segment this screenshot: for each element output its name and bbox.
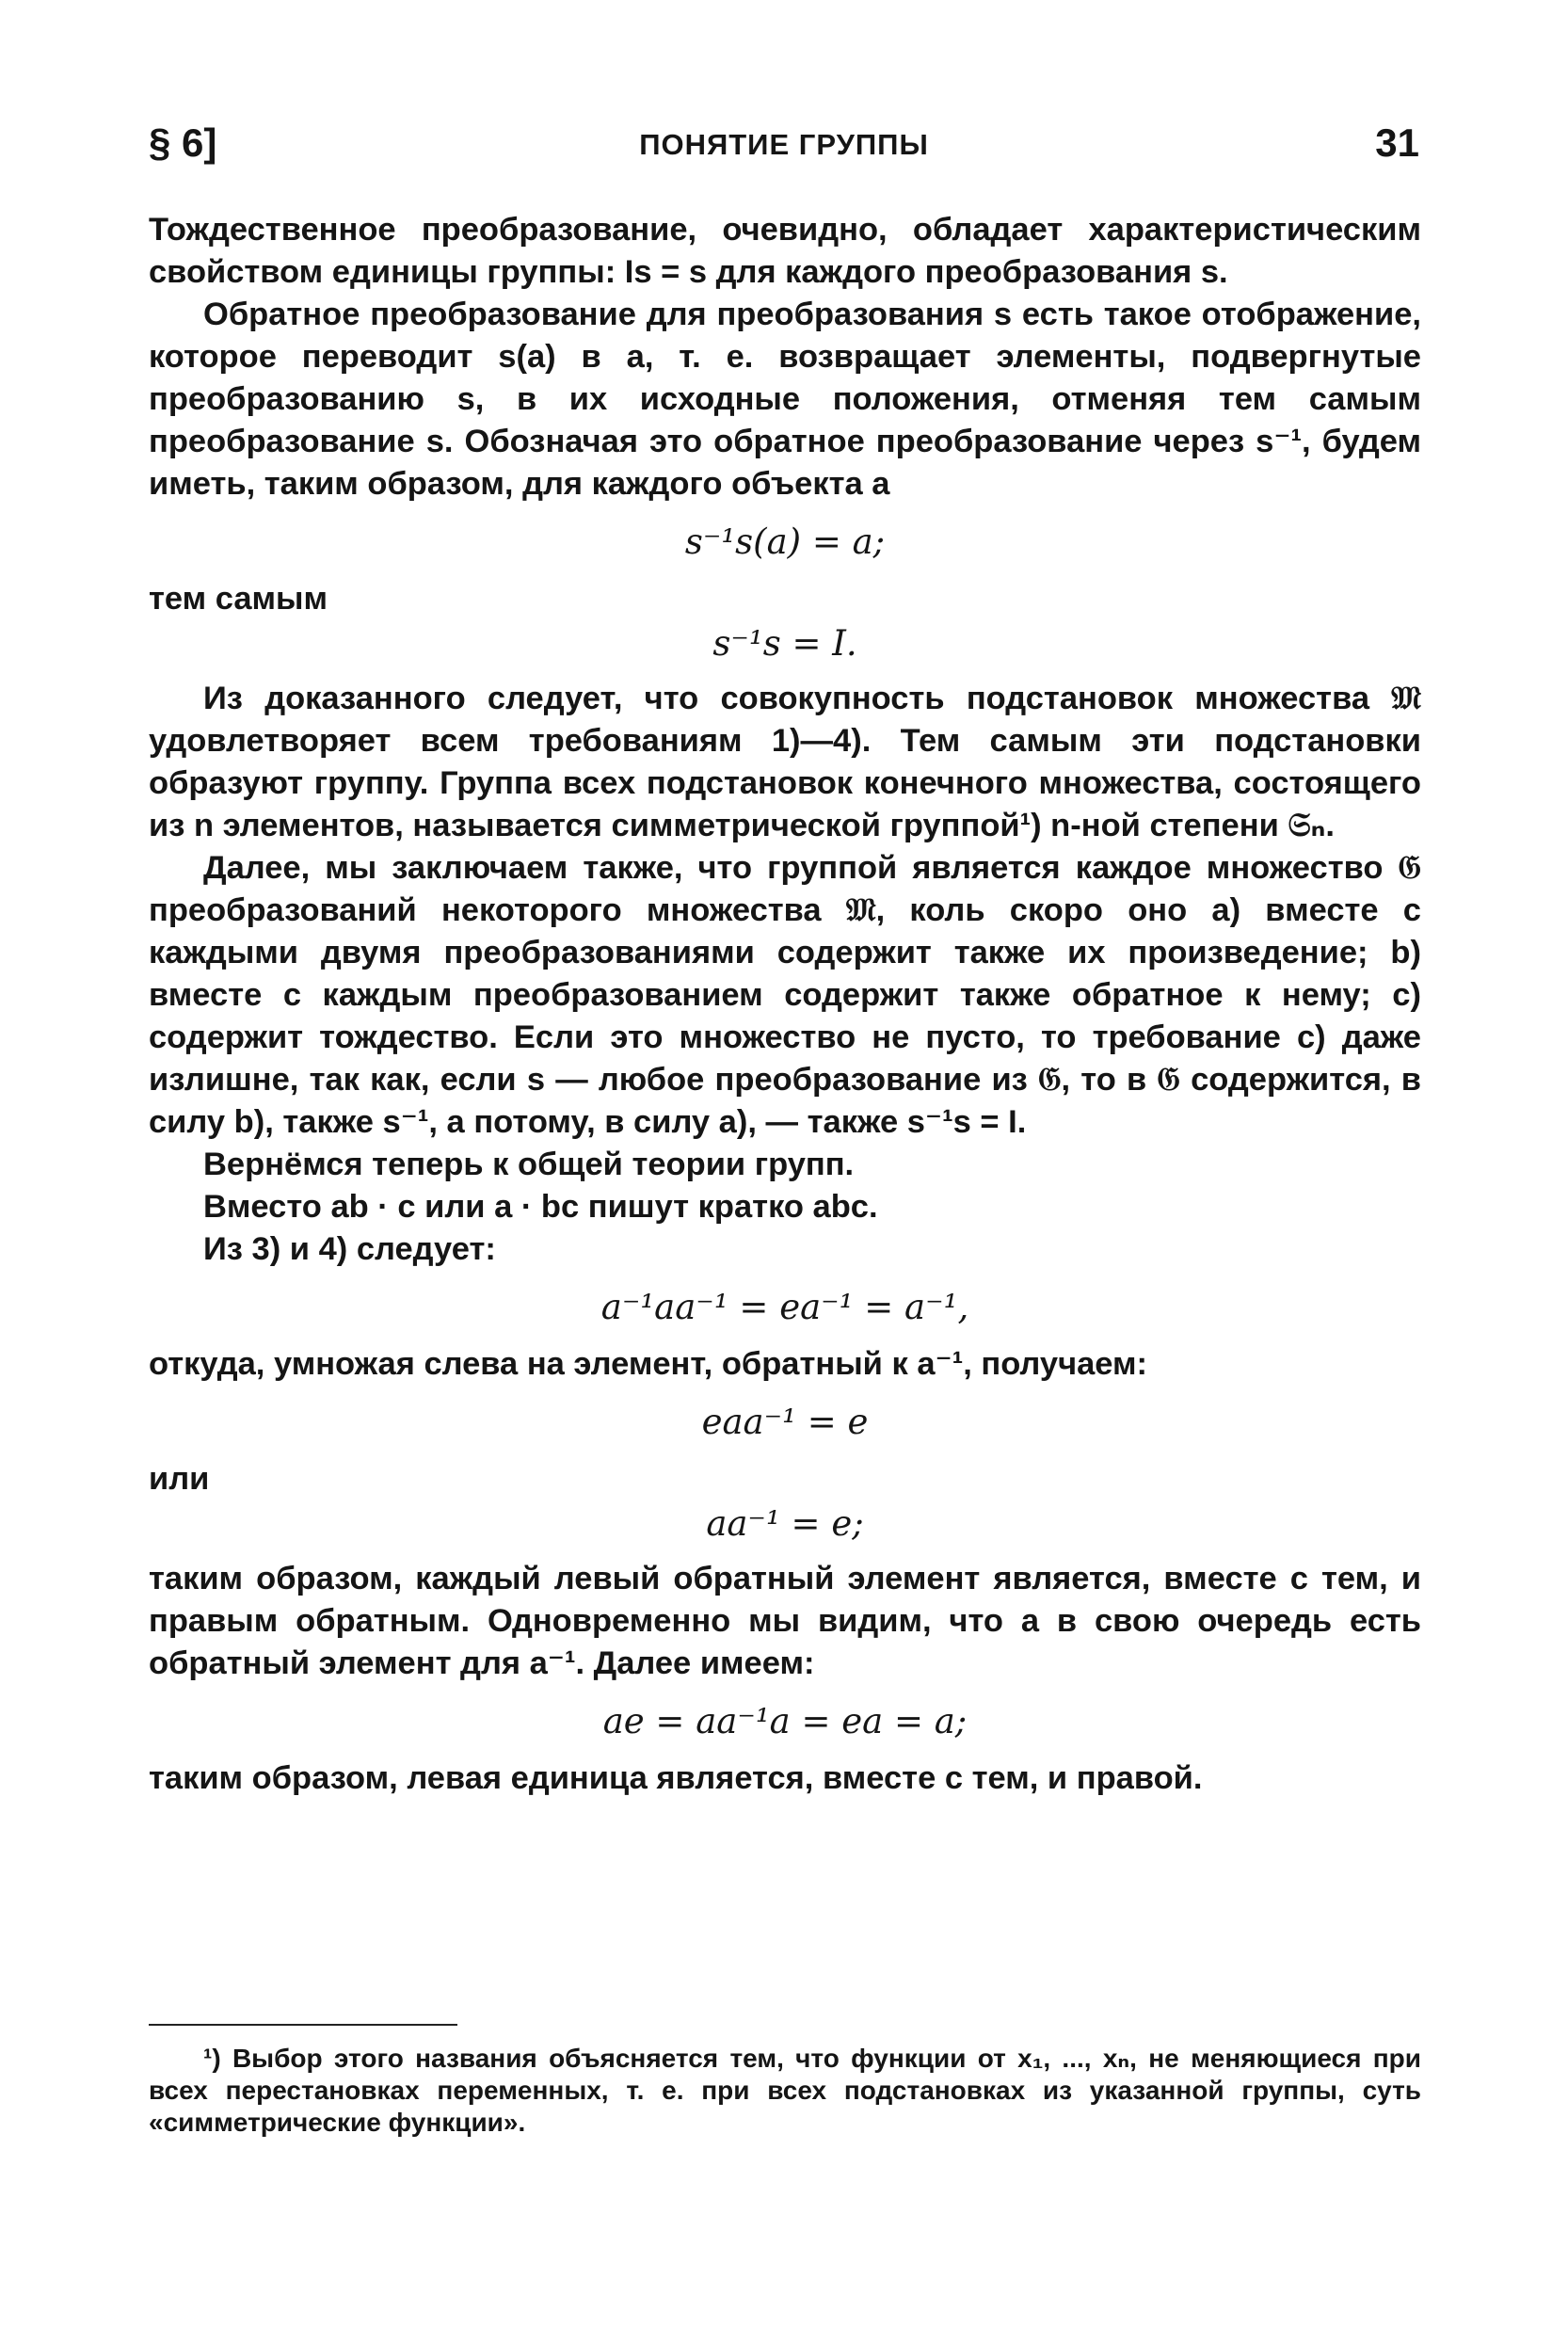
paragraph-left-right-inverse: таким образом, каждый левый обратный элемент является, вместе с тем, и правым обратным. Одновременно мы видим, что a в свою очередь есть обратный элемент для a⁻¹. Далее имеем: bbox=[149, 1561, 1421, 1681]
paragraph-multiplying: откуда, умножая слева на элемент, обратный к a⁻¹, получаем: bbox=[149, 1346, 1148, 1382]
page-body bbox=[149, 209, 1421, 1800]
running-title: ПОНЯТИЕ ГРУППЫ bbox=[639, 128, 929, 161]
paragraph-from-3-4: Из 3) и 4) следует: bbox=[203, 1231, 496, 1267]
paragraph-inverse-definition: Обратное преобразование для преобразования s есть такое отображение, которое переводит s(a) в a, т. е. возвращает элементы, подвергнутые преобразованию s, в их исходные положения, отменяя тем самым преобразование s. Обозначая это обратное преобразование через s⁻¹, будем иметь, таким образом, для каждого объекта a bbox=[149, 297, 1421, 502]
label-tem-samym: тем самым bbox=[149, 581, 328, 617]
paragraph-symmetric-group: Из доказанного следует, что совокупность подстановок множества 𝔐 удовлетворяет всем требованиям 1)—4). Тем самым эти подстановки образуют группу. Группа всех подстановок конечного множества, состоящего из n элементов, называется симметрической группой¹) n-ной степени 𝔖ₙ. bbox=[149, 681, 1421, 843]
section-number: § 6] bbox=[149, 120, 217, 165]
equation-2: s⁻¹s = I. bbox=[712, 623, 857, 664]
paragraph-return: Вернёмся теперь к общей теории групп. bbox=[203, 1147, 855, 1182]
equation-3: a⁻¹aa⁻¹ = ea⁻¹ = a⁻¹, bbox=[600, 1287, 969, 1327]
paragraph-abc: Вместо ab · c или a · bc пишут кратко abc. bbox=[203, 1189, 878, 1225]
equation-1: s⁻¹s(a) = a; bbox=[684, 521, 886, 562]
footnote-rule bbox=[149, 2024, 457, 2026]
paragraph-left-right-unit: таким образом, левая единица является, вместе с тем, и правой. bbox=[149, 1760, 1203, 1796]
label-ili: или bbox=[149, 1461, 210, 1497]
paragraph-identity: Тождественное преобразование, очевидно, обладает характеристическим свойством единицы группы: Is = s для каждого преобразования s. bbox=[149, 212, 1421, 290]
footnote: ¹) Выбор этого названия объясняется тем, что функции от x₁, ..., xₙ, не меняющиеся при всех перестановках переменных, т. е. при всех подстановках из указанной группы, суть «симметрические функции». bbox=[149, 2044, 1421, 2137]
equation-6: ae = aa⁻¹a = ea = a; bbox=[602, 1701, 968, 1741]
equation-5: aa⁻¹ = e; bbox=[706, 1503, 864, 1544]
page-number: 31 bbox=[1375, 120, 1419, 165]
equation-4: eaa⁻¹ = e bbox=[701, 1402, 869, 1442]
paragraph-transformation-group: Далее, мы заключаем также, что группой является каждое множество 𝔊 преобразований некоторого множества 𝔐, коль скоро оно a) вместе с каждыми двумя преобразованиями содержит также их произведение; b) вместе с каждым преобразованием содержит также обратное к нему; c) содержит тождество. Если это множество не пусто, то требование c) даже излишне, так как, если s — любое преобразование из 𝔊, то в 𝔊 содержится, в силу b), также s⁻¹, а потому, в силу a), — также s⁻¹s = I. bbox=[149, 850, 1421, 1140]
page-header bbox=[149, 120, 1419, 177]
